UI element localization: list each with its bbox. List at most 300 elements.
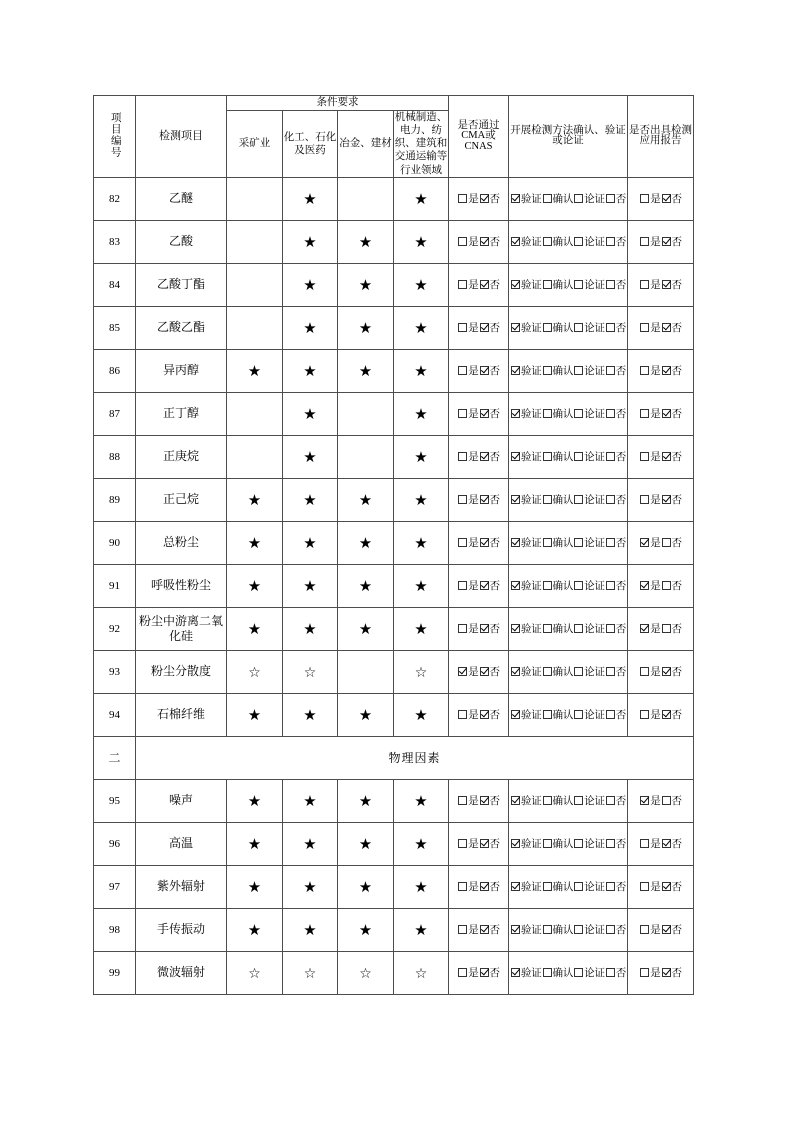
checkbox-unchecked-icon [543,538,552,547]
filled-star-icon: ★ [414,448,428,467]
checkbox-label: 确认 [552,366,574,378]
checkbox-unchecked-icon [640,237,649,246]
row-number-cell: 98 [94,908,136,951]
header-metallurgy: 冶金、建材 [338,111,394,178]
star-cell-machinery [394,263,449,306]
header-project-number [94,96,136,178]
checkbox-checked-icon [511,323,520,332]
item-name-cell: 高温 [136,822,227,865]
checkbox-label: 否 [615,581,627,593]
filled-star-icon: ★ [414,878,428,897]
checkbox-unchecked-icon [543,366,552,375]
filled-star-icon: ★ [303,362,317,381]
checkbox-unchecked-icon [543,452,552,461]
filled-star-icon: ★ [414,835,428,854]
application-report-cell [628,392,694,435]
method-confirmation-cell [509,650,628,693]
checkbox-unchecked-icon [543,925,552,934]
checkbox-checked-icon [480,538,489,547]
checkbox-unchecked-icon [458,280,467,289]
checkbox-label: 确认 [552,839,574,851]
method-confirmation-cell [509,220,628,263]
star-cell-metallurgy [338,693,394,736]
method-confirmation-cell [509,306,628,349]
star-cell-metallurgy [338,607,394,650]
filled-star-icon: ★ [358,706,373,725]
checkbox-label: 确认 [552,452,574,464]
checkbox-label: 论证 [584,452,605,464]
star-cell-chemical [283,650,338,693]
checkbox-label: 确认 [552,323,574,335]
application-report-cell [628,779,694,822]
filled-star-icon: ★ [303,620,317,639]
method-confirmation-cell [509,951,628,994]
checkbox-label: 验证 [520,495,542,507]
checkbox-unchecked-icon [574,452,583,461]
row-number-cell: 93 [94,650,136,693]
checkbox-checked-icon [662,366,671,375]
checkbox-label: 否 [489,624,500,636]
checkbox-checked-icon [662,968,671,977]
checkbox-label: 否 [615,968,627,980]
item-name-cell: 乙酸乙酯 [136,306,227,349]
checkbox-unchecked-icon [458,538,467,547]
star-cell-metallurgy [338,220,394,263]
method-confirmation-cell [509,349,628,392]
star-cell-chemical [283,607,338,650]
method-confirmation-cell [509,564,628,607]
item-name-cell: 正庚烷 [136,435,227,478]
checkbox-label: 是 [650,194,661,206]
filled-star-icon: ★ [414,190,428,209]
checkbox-label: 验证 [520,667,542,679]
checkbox-label: 是 [468,194,479,206]
checkbox-checked-icon [511,624,520,633]
star-cell-machinery [394,349,449,392]
checkbox-label: 否 [671,280,682,292]
checkbox-label: 论证 [584,323,605,335]
checkbox-label: 否 [671,194,682,206]
filled-star-icon: ★ [414,792,428,811]
checkbox-label: 是 [468,968,479,980]
checkbox-checked-icon [511,538,520,547]
checkbox-label: 是 [650,452,661,464]
checkbox-unchecked-icon [606,452,615,461]
checkbox-unchecked-icon [574,925,583,934]
checkbox-label: 是 [468,839,479,851]
item-name-cell: 粉尘中游离二氧化硅 [136,607,227,650]
checkbox-unchecked-icon [458,495,467,504]
filled-star-icon: ★ [247,921,262,940]
filled-star-icon: ★ [303,921,317,940]
checkbox-label: 验证 [520,452,542,464]
checkbox-label: 否 [489,452,500,464]
checkbox-checked-icon [511,925,520,934]
table-row [94,693,694,736]
checkbox-unchecked-icon [640,839,649,848]
cma-cnas-cell [449,951,509,994]
star-cell-mining [227,435,283,478]
checkbox-label: 否 [489,968,500,980]
checkbox-checked-icon [662,495,671,504]
checkbox-unchecked-icon [606,710,615,719]
table-row [94,779,694,822]
header-project-number-label: 项目编号 [109,111,121,158]
item-name-cell: 乙醚 [136,177,227,220]
checkbox-label: 验证 [520,839,542,851]
checkbox-unchecked-icon [606,667,615,676]
checkbox-label: 是 [650,796,661,808]
checkbox-label: 否 [615,366,627,378]
checkbox-checked-icon [640,796,649,805]
checkbox-label: 否 [615,280,627,292]
star-cell-machinery [394,521,449,564]
star-cell-metallurgy [338,521,394,564]
cma-cnas-cell [449,650,509,693]
table-row [94,521,694,564]
application-report-cell [628,822,694,865]
cma-cnas-cell [449,822,509,865]
star-cell-chemical [283,822,338,865]
checkbox-checked-icon [511,495,520,504]
item-name-cell: 紫外辐射 [136,865,227,908]
cma-cnas-cell [449,779,509,822]
checkbox-label: 论证 [584,968,605,980]
item-name-cell: 微波辐射 [136,951,227,994]
checkbox-unchecked-icon [640,925,649,934]
filled-star-icon: ★ [358,577,373,596]
header-item: 检测项目 [136,96,227,178]
application-report-cell [628,478,694,521]
cma-cnas-cell [449,263,509,306]
checkbox-unchecked-icon [574,237,583,246]
application-report-cell [628,607,694,650]
checkbox-label: 否 [671,968,682,980]
checkbox-unchecked-icon [640,968,649,977]
checkbox-label: 验证 [520,710,542,722]
method-confirmation-cell [509,779,628,822]
checkbox-checked-icon [511,796,520,805]
application-report-cell [628,177,694,220]
checkbox-label: 否 [671,452,682,464]
star-cell-chemical [283,263,338,306]
row-number-cell: 89 [94,478,136,521]
table-row [94,607,694,650]
checkbox-unchecked-icon [606,581,615,590]
checkbox-label: 否 [671,581,682,593]
star-cell-mining [227,306,283,349]
checkbox-label: 验证 [520,366,542,378]
cma-cnas-cell [449,349,509,392]
checkbox-unchecked-icon [606,409,615,418]
star-cell-machinery [394,220,449,263]
star-cell-mining [227,650,283,693]
filled-star-icon: ★ [247,534,262,553]
checkbox-checked-icon [480,624,489,633]
checkbox-label: 否 [489,796,500,808]
checkbox-checked-icon [511,409,520,418]
checkbox-unchecked-icon [606,280,615,289]
checkbox-unchecked-icon [606,538,615,547]
checkbox-label: 否 [671,839,682,851]
checkbox-label: 验证 [520,882,542,894]
filled-star-icon: ★ [414,276,428,295]
cma-cnas-cell [449,564,509,607]
checkbox-checked-icon [480,409,489,418]
item-name-cell: 乙酸丁酯 [136,263,227,306]
checkbox-label: 验证 [520,968,542,980]
checkbox-label: 论证 [584,839,605,851]
cma-cnas-cell [449,693,509,736]
item-name-cell: 乙酸 [136,220,227,263]
filled-star-icon: ★ [358,233,373,252]
table-row [94,435,694,478]
checkbox-checked-icon [511,452,520,461]
filled-star-icon: ★ [303,534,317,553]
checkbox-checked-icon [511,194,520,203]
star-cell-machinery [394,306,449,349]
item-name-cell: 噪声 [136,779,227,822]
filled-star-icon: ★ [247,792,262,811]
filled-star-icon: ★ [414,921,428,940]
checkbox-unchecked-icon [458,968,467,977]
checkbox-label: 否 [489,194,500,206]
checkbox-checked-icon [480,366,489,375]
checkbox-label: 验证 [520,925,542,937]
checkbox-unchecked-icon [606,796,615,805]
hollow-star-icon: ☆ [359,966,372,983]
checkbox-label: 否 [671,624,682,636]
row-number-cell: 90 [94,521,136,564]
checkbox-checked-icon [480,495,489,504]
star-cell-chemical [283,693,338,736]
checkbox-unchecked-icon [662,581,671,590]
header-method-confirmation: 开展检测方法确认、验证或论证 [509,96,628,178]
checkbox-label: 论证 [584,409,605,421]
checkbox-label: 否 [615,194,627,206]
star-cell-chemical [283,392,338,435]
checkbox-checked-icon [480,839,489,848]
checkbox-checked-icon [480,968,489,977]
star-cell-mining [227,779,283,822]
checkbox-unchecked-icon [458,409,467,418]
checkbox-checked-icon [480,882,489,891]
checkbox-label: 论证 [584,624,605,636]
filled-star-icon: ★ [303,276,317,295]
checkbox-label: 否 [489,495,500,507]
checkbox-label: 否 [615,667,627,679]
checkbox-unchecked-icon [640,667,649,676]
star-cell-chemical [283,306,338,349]
method-confirmation-cell [509,392,628,435]
checkbox-checked-icon [662,710,671,719]
table-row [94,822,694,865]
filled-star-icon: ★ [303,577,317,596]
item-name-cell: 粉尘分散度 [136,650,227,693]
checkbox-label: 是 [468,710,479,722]
star-cell-metallurgy [338,177,394,220]
header-machinery: 机械制造、电力、纺织、建筑和交通运输等行业领域 [394,112,448,176]
checkbox-unchecked-icon [458,925,467,934]
filled-star-icon: ★ [358,921,373,940]
header-mining: 采矿业 [227,111,283,178]
checkbox-label: 否 [671,796,682,808]
header-application-report: 是否出具检测应用报告 [628,96,694,178]
star-cell-mining [227,951,283,994]
application-report-cell [628,435,694,478]
application-report-cell [628,908,694,951]
hollow-star-icon: ☆ [248,665,261,682]
checkbox-label: 是 [468,323,479,335]
method-confirmation-cell [509,908,628,951]
star-cell-chemical [283,220,338,263]
checkbox-unchecked-icon [606,624,615,633]
filled-star-icon: ★ [414,233,428,252]
star-cell-machinery [394,865,449,908]
checkbox-label: 否 [671,538,682,550]
checkbox-label: 是 [650,280,661,292]
checkbox-unchecked-icon [458,581,467,590]
star-cell-metallurgy [338,650,394,693]
checkbox-label: 否 [615,538,627,550]
checkbox-label: 否 [615,452,627,464]
star-cell-metallurgy [338,865,394,908]
checkbox-unchecked-icon [640,882,649,891]
star-cell-metallurgy [338,822,394,865]
application-report-cell [628,521,694,564]
filled-star-icon: ★ [303,233,317,252]
checkbox-label: 验证 [520,796,542,808]
checkbox-checked-icon [511,710,520,719]
row-number-cell: 84 [94,263,136,306]
row-number-cell: 91 [94,564,136,607]
checkbox-unchecked-icon [543,323,552,332]
star-cell-chemical [283,349,338,392]
checkbox-label: 是 [650,710,661,722]
checkbox-label: 是 [468,882,479,894]
method-confirmation-cell [509,607,628,650]
checkbox-unchecked-icon [606,495,615,504]
star-cell-mining [227,693,283,736]
application-report-cell [628,650,694,693]
star-cell-mining [227,607,283,650]
method-confirmation-cell [509,478,628,521]
header-condition-group: 条件要求 [227,96,449,111]
checkbox-label: 否 [489,839,500,851]
application-report-cell [628,564,694,607]
filled-star-icon: ★ [247,878,262,897]
checkbox-checked-icon [480,581,489,590]
checkbox-checked-icon [662,323,671,332]
method-confirmation-cell [509,435,628,478]
star-cell-metallurgy [338,951,394,994]
cma-cnas-cell [449,306,509,349]
method-confirmation-cell [509,521,628,564]
star-cell-metallurgy [338,564,394,607]
checkbox-label: 是 [650,323,661,335]
filled-star-icon: ★ [358,792,373,811]
filled-star-icon: ★ [303,835,317,854]
checkbox-unchecked-icon [574,366,583,375]
filled-star-icon: ★ [247,835,262,854]
table-row [94,177,694,220]
cma-cnas-cell [449,478,509,521]
checkbox-label: 否 [489,280,500,292]
checkbox-label: 确认 [552,495,574,507]
checkbox-unchecked-icon [662,796,671,805]
checkbox-label: 论证 [584,710,605,722]
row-number-cell: 92 [94,607,136,650]
checkbox-unchecked-icon [662,538,671,547]
checkbox-unchecked-icon [640,323,649,332]
star-cell-machinery [394,564,449,607]
section-number-cell: 二 [94,736,136,779]
filled-star-icon: ★ [303,319,317,338]
star-cell-mining [227,177,283,220]
star-cell-mining [227,564,283,607]
checkbox-unchecked-icon [458,452,467,461]
filled-star-icon: ★ [247,620,262,639]
checkbox-unchecked-icon [543,710,552,719]
checkbox-label: 确认 [552,280,574,292]
checkbox-unchecked-icon [458,237,467,246]
application-report-cell [628,349,694,392]
star-cell-metallurgy [338,908,394,951]
checkbox-checked-icon [662,839,671,848]
checkbox-label: 是 [468,538,479,550]
checkbox-unchecked-icon [543,495,552,504]
filled-star-icon: ★ [303,405,317,424]
checkbox-unchecked-icon [640,280,649,289]
checkbox-unchecked-icon [543,581,552,590]
checkbox-unchecked-icon [574,538,583,547]
checkbox-label: 是 [650,409,661,421]
checkbox-checked-icon [662,882,671,891]
checkbox-unchecked-icon [543,409,552,418]
cma-cnas-cell [449,220,509,263]
checkbox-unchecked-icon [574,409,583,418]
checkbox-unchecked-icon [458,710,467,719]
checkbox-unchecked-icon [606,925,615,934]
row-number-cell: 94 [94,693,136,736]
checkbox-unchecked-icon [640,495,649,504]
cma-cnas-cell [449,607,509,650]
checkbox-label: 否 [671,882,682,894]
checkbox-label: 否 [671,495,682,507]
checkbox-label: 否 [671,925,682,937]
filled-star-icon: ★ [414,620,428,639]
filled-star-icon: ★ [247,362,262,381]
item-name-cell: 石棉纤维 [136,693,227,736]
checkbox-label: 否 [615,925,627,937]
checkbox-label: 否 [489,882,500,894]
star-cell-chemical [283,478,338,521]
checkbox-unchecked-icon [458,839,467,848]
checkbox-label: 否 [671,366,682,378]
filled-star-icon: ★ [303,878,317,897]
checkbox-unchecked-icon [543,237,552,246]
checkbox-label: 验证 [520,323,542,335]
star-cell-metallurgy [338,263,394,306]
checkbox-unchecked-icon [458,796,467,805]
checkbox-unchecked-icon [458,323,467,332]
checkbox-label: 验证 [520,581,542,593]
checkbox-checked-icon [662,409,671,418]
star-cell-chemical [283,951,338,994]
star-cell-chemical [283,564,338,607]
table-row [94,478,694,521]
checkbox-label: 否 [671,409,682,421]
